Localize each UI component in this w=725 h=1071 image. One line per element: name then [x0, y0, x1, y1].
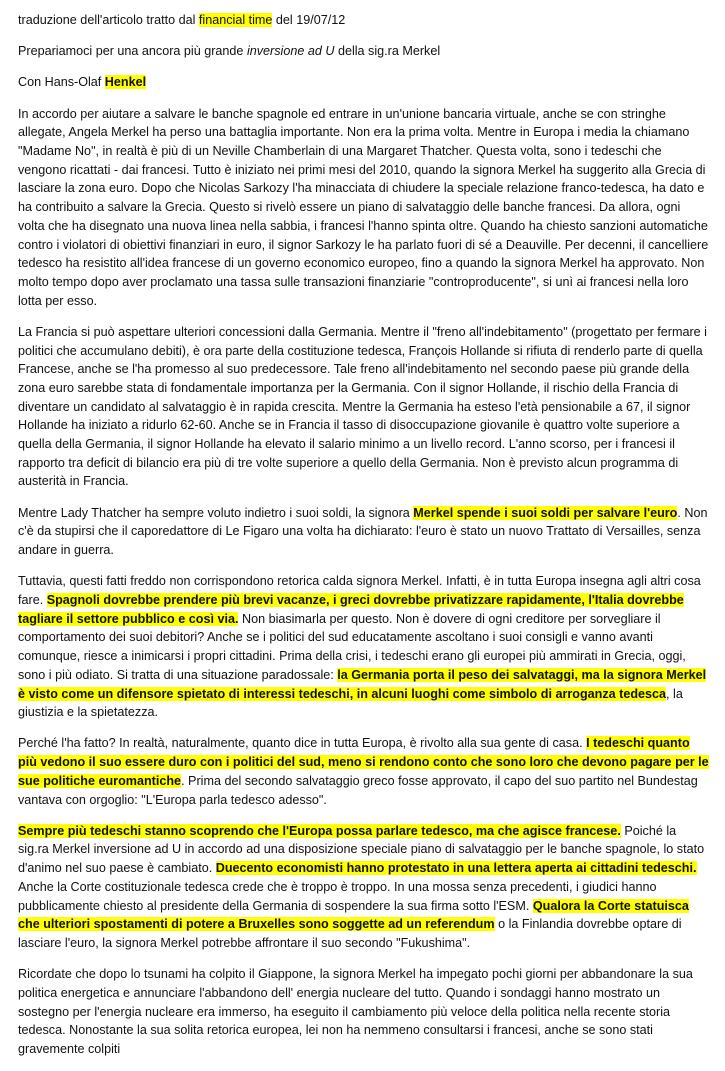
document-page	[18, 11, 710, 1071]
highlight-merkel-spende: Merkel spende i suoi soldi per salvare l'euro	[413, 505, 678, 520]
paragraph-3-text-b: . Non c'è da stupirsi che il caporedattore di Le Figaro una volta ha dichiarato: l'euro è stato un nuovo Trattato di Versailles, senza andare in guerra.	[18, 505, 708, 558]
highlight-tedeschi-duro: I tedeschi quanto più vedono il suo essere duro con i politici del sud, meno si rendono conto che sono loro che devono pagare per le sue politiche euromantiche	[18, 736, 709, 788]
paragraph-6-text-a: Poiché la sig.ra Merkel inversione ad U in accordo ad una disposizione speciale piano di salvataggio per le banche spagnole, lo stato d'animo nel suo paese è cambiato.	[18, 823, 705, 876]
paragraph-4	[18, 572, 710, 722]
paragraph-3	[18, 504, 710, 560]
highlight-author-name: Henkel	[104, 75, 147, 90]
paragraph-3-text-a: Mentre Lady Thatcher ha sempre voluto indietro i suoi soldi, la signora	[18, 505, 414, 520]
article-title	[18, 42, 710, 61]
highlight-europa-francese: Sempre più tedeschi stanno scoprendo che l'Europa possa parlare tedesco, ma che agisce francese.	[18, 823, 621, 838]
highlight-spagnoli: Spagnoli dovrebbe prendere più brevi vacanze, i greci dovrebbe privatizzare rapidamente, l'Italia dovrebbe tagliare il settore pubblico e così via.	[18, 592, 684, 626]
paragraph-4-text-b: Non biasimarla per questo. Non è dovere di ogni creditore per sorvegliare il comportamento dei suoi debitori? Anche se i politici del sud educatamente ascoltano i suoi consigli e vanno avanti comunque, riesce a inimicarsi i propri cittadini. Prima della crisi, i tedeschi erano gli europei più ammirati in Grecia, oggi, sono i più odiato. Si tratta di una situazione paradossale:	[18, 611, 686, 682]
paragraph-4-text-a: Tuttavia, questi fatti freddo non corrispondono retorica calda signora Merkel. Infatti, è in tutta Europa insegna agli altri cosa fare.	[18, 574, 701, 607]
source-line-prefix: traduzione dell'articolo tratto dal	[18, 13, 199, 27]
paragraph-5	[18, 734, 710, 809]
source-line-date: del 19/07/12	[272, 13, 346, 27]
paragraph-4-text-c: , la giustizia e la spietatezza.	[18, 686, 683, 720]
title-suffix: della sig.ra Merkel	[334, 44, 441, 59]
author-prefix: Con Hans-Olaf	[18, 75, 105, 90]
paragraph-1: In accordo per aiutare a salvare le banche spagnole ed entrare in un'unione bancaria virtuale, anche se con stringhe allegate, Angela Merkel ha perso una battaglia importante. Non era la prima volta. Mentre in Europa i media la chiamano "Madame No", in realtà è più di un Neville Chamberlain di una Margaret Thatcher. Questa volta, sono i tedeschi che vengono ricattati - dai francesi. Tutto è iniziato nei primi mesi del 2010, quando la signora Merkel ha suggerito alla Grecia di lasciare la zona euro. Dopo che Nicolas Sarkozy l'ha minacciata di chiudere la speciale relazione franco-tedesca, ha dato e ha contribuito a salvare la Grecia. Questo si rivelò essere un piano di salvataggio delle banche francesi. Da allora, ogni volta che ha disegnato una nuova linea nella sabbia, i francesi l'hanno spinta oltre. Quando ha chiesto sanzioni automatiche contro i violatori di obiettivi finanziari in euro, il signor Sarkozy le ha parlato fuori di sé a Deauville. Per decenni, il cancelliere tedesco ha resistito all'idea francese di un governo economico europeo, fino a quando la signora Merkel ha approvato. Non molto tempo dopo aver proclamato una tassa sulle transazioni finanziarie "controproducente", si unì ai francesi nella loro lotta per esso.	[18, 106, 709, 308]
title-prefix: Prepariamoci per una ancora più grande	[18, 44, 247, 59]
paragraph-7: Ricordate che dopo lo tsunami ha colpito il Giappone, la signora Merkel ha impegato pochi giorni per abbandonare la sua politica energetica e annunciare l'abbandono dell' energia nucleare del tutto. Quando i sondaggi hanno mostrato un sostegno per l'energia nucleare era immerso, ha eseguito il cambiamento più veloce della politica nella recente storia tedesca. Nonostante la sua solita retorica europea, lei non ha nemmeno consultarsi i francesi, anche se sono stati gravemente colpiti	[18, 967, 693, 1056]
title-emphasis: inversione ad U	[246, 44, 335, 59]
source-line	[18, 11, 710, 30]
highlight-germania-salvataggi: la Germania porta il peso dei salvataggi, ma la signora Merkel è visto come un difensore spietato di interessi tedeschi, in alcuni luoghi come simbolo di arroganza tedesca	[18, 667, 707, 701]
highlight-duecento-economisti: Duecento economisti hanno protestato in una lettera aperta ai cittadini tedeschi.	[215, 861, 697, 876]
paragraph-6	[18, 822, 710, 953]
author-line	[18, 73, 710, 92]
paragraph-2: La Francia si può aspettare ulteriori concessioni dalla Germania. Mentre il "freno all'indebitamento" (progettato per fermare i politici che accumulano debiti), è ora parte della costituzione tedesca, François Hollande si rifiuta di renderlo parte di quella Francese, anche se l'ha promesso al suo predecessore. Tale freno all'indebitamento nel secondo paese più grande della zona euro sarebbe stata di fondamentale importanza per la Germania. Con il signor Hollande, il rischio della Francia di diventare un candidato al salvataggio è in rapida crescita. Mentre la Germania ha esteso l'età pensionabile a 67, il signor Hollande ha iniziato a ridurlo 62-60. Anche se in Francia il tasso di disoccupazione giovanile è quattro volte superiore a quella della Germania, il signor Hollande ha elevato il salario minimo a un livello record. L'anno scorso, per i francesi il rapporto tra deficit di bilancio era più di tre volte superiore a quello della Germania. Non è previsto alcun programma di austerità in Francia.	[18, 324, 707, 489]
paragraph-6-text-b: Anche la Corte costituzionale tedesca crede che è troppo è troppo. In una mossa senza precedenti, i giudici hanno pubblicamente chiesto al presidente della Germania di sospendere la sua firma sotto l'ESM.	[18, 879, 657, 913]
highlight-source-name: financial time	[198, 13, 273, 27]
paragraph-5-text-b: . Prima del secondo salvataggio greco fosse approvato, il capo del suo partito nel Bundestag vantava con orgoglio: "L'Europa parla tedesco adesso".	[18, 773, 698, 807]
highlight-corte-referendum: Qualora la Corte statuisca che ulteriori spostamenti di potere a Bruxelles sono soggette ad un referendum	[18, 898, 689, 932]
paragraph-6-text-c: o la Finlandia dovrebbe optare di lasciare l'euro, la signora Merkel potrebbe affrontare il suo secondo "Fukushima".	[18, 917, 682, 950]
paragraph-5-text-a: Perché l'ha fatto? In realtà, naturalmente, quanto dice in tutta Europa, è rivolto alla sua gente di casa.	[18, 736, 587, 751]
